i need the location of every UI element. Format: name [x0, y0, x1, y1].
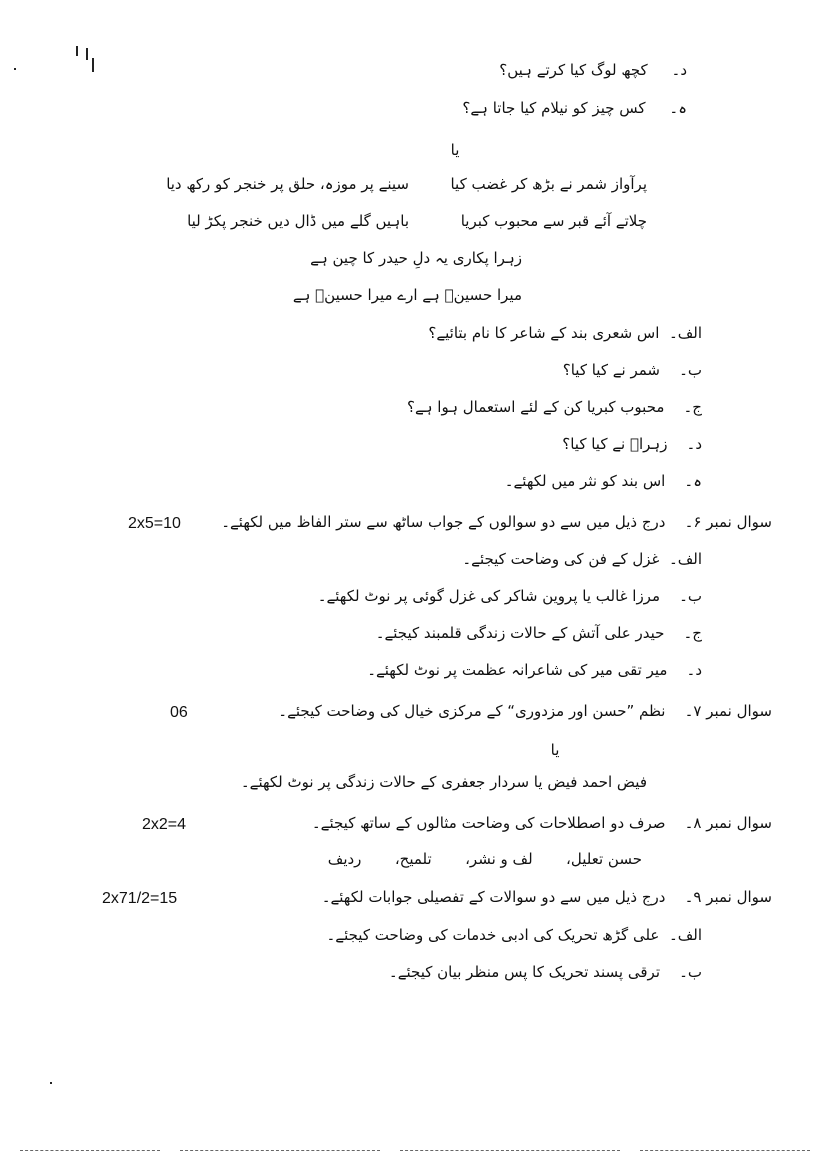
- scan-edge-line: [180, 1150, 380, 1151]
- scan-edge-line: [640, 1150, 810, 1151]
- term: ردیف: [327, 850, 362, 868]
- poem-question-jeem: [407, 397, 702, 417]
- poem-line-2-left: باہیں گلے میں ڈال دیں خنجر پکڑ لیا: [187, 212, 409, 230]
- item-marker: د۔: [686, 435, 702, 453]
- poem-question-alif: [428, 323, 702, 343]
- question-text: نظم ”حسن اور مزدوری“ کے مرکزی خیال کی وضاحت کیجئے۔: [278, 702, 666, 720]
- poem-line-1-left: سینے پر موزہ، حلق پر خنجر کو رکھ دیا: [166, 175, 409, 193]
- scan-speck: [50, 1082, 52, 1084]
- question-9: [322, 887, 772, 907]
- question-label: سوال نمبر ۸۔: [684, 814, 772, 832]
- question-text: درج ذیل میں سے دو سوالات کے تفصیلی جوابات لکھئے۔: [321, 888, 666, 906]
- marks-q8: 2x2=4: [142, 816, 187, 833]
- marks-q7: 06: [170, 704, 188, 721]
- item-text: ترقی پسند تحریک کا پس منظر بیان کیجئے۔: [388, 963, 660, 981]
- item-marker: ب۔: [679, 963, 702, 981]
- item-marker: ج۔: [683, 624, 702, 642]
- item-marker: ب۔: [679, 587, 702, 605]
- q9-item-be: [389, 962, 702, 982]
- item-text: شمر نے کیا کیا؟: [562, 361, 660, 379]
- item-marker: ہ۔: [669, 99, 687, 117]
- poem-line-1-right: پرآواز شمر نے بڑھ کر غضب کیا: [450, 175, 647, 193]
- item-marker: الف۔: [668, 926, 702, 944]
- marks-q6: 2x5=10: [128, 515, 181, 532]
- scan-speck: [76, 46, 78, 56]
- item-marker: د۔: [686, 661, 702, 679]
- question-label: سوال نمبر ۶۔: [684, 513, 772, 531]
- item-text: کس چیز کو نیلام کیا جاتا ہے؟: [462, 99, 646, 117]
- item-text: مرزا غالب یا پروین شاکر کی غزل گوئی پر نوٹ لکھئے۔: [317, 587, 660, 605]
- poem-line-2-right: چلاتے آئے قبر سے محبوب کبریا: [460, 212, 647, 230]
- term: تلمیح،: [394, 850, 432, 868]
- marks-q9: 2x71/2=15: [102, 890, 178, 907]
- item-text: میر تقی میر کی شاعرانہ عظمت پر نوٹ لکھئے۔: [367, 661, 668, 679]
- q9-item-alif: [327, 925, 703, 945]
- q6-item-jeem: [376, 623, 702, 643]
- poem-question-dal: [562, 434, 702, 454]
- item-text: اس شعری بند کے شاعر کا نام بتائیے؟: [428, 324, 660, 342]
- q6-item-dal: [367, 660, 702, 680]
- poem-question-he: [505, 471, 702, 491]
- question-7: [278, 701, 772, 721]
- item-text: اس بند کو نثر میں لکھئے۔: [504, 472, 666, 490]
- item-marker: د۔: [671, 61, 687, 79]
- item-marker: ہ۔: [684, 472, 702, 490]
- question-text: صرف دو اصطلاحات کی وضاحت مثالوں کے ساتھ کیجئے۔: [311, 814, 666, 832]
- poem-line-3: زہرا پکاری یہ دلِ حیدر کا چین ہے: [310, 249, 522, 267]
- question-item-he: [462, 98, 687, 118]
- item-text: کچھ لوگ کیا کرتے ہیں؟: [499, 61, 648, 79]
- item-text: زہراؑ نے کیا کیا؟: [562, 435, 668, 453]
- ya-separator: یا: [550, 741, 560, 759]
- item-text: حیدر علی آتش کے حالات زندگی قلمبند کیجئے۔: [375, 624, 665, 642]
- item-marker: ج۔: [683, 398, 702, 416]
- scan-edge-line: [20, 1150, 160, 1151]
- question-7-alternative: فیض احمد فیض یا سردار جعفری کے حالات زندگی پر نوٹ لکھئے۔: [240, 773, 647, 791]
- question-item-d: [499, 60, 687, 80]
- item-text: غزل کے فن کی وضاحت کیجئے۔: [462, 550, 660, 568]
- poem-question-be: [563, 360, 702, 380]
- scan-speck: [14, 68, 16, 70]
- question-label: سوال نمبر ۹۔: [684, 888, 772, 906]
- scan-speck: [86, 48, 88, 60]
- q6-item-alif: [462, 549, 702, 569]
- term-list: [328, 849, 642, 869]
- item-marker: الف۔: [668, 324, 702, 342]
- poem-line-4: میرا حسینؑ ہے ارے میرا حسینؑ ہے: [292, 286, 522, 304]
- item-text: محبوب کبریا کن کے لئے استعمال ہوا ہے؟: [406, 398, 665, 416]
- term: حسن تعلیل،: [566, 850, 642, 868]
- item-marker: الف۔: [668, 550, 702, 568]
- question-6: [221, 512, 772, 532]
- question-label: سوال نمبر ۷۔: [684, 702, 772, 720]
- item-text: علی گڑھ تحریک کی ادبی خدمات کی وضاحت کیجئے۔: [326, 926, 660, 944]
- term: لف و نشر،: [465, 850, 533, 868]
- scan-speck: [92, 58, 94, 72]
- scan-edge-line: [400, 1150, 620, 1151]
- question-text: درج ذیل میں سے دو سوالوں کے جواب ساٹھ سے ستر الفاظ میں لکھئے۔: [221, 513, 666, 531]
- q6-item-be: [318, 586, 702, 606]
- ya-separator: یا: [450, 141, 460, 159]
- question-8: [312, 813, 772, 833]
- item-marker: ب۔: [679, 361, 702, 379]
